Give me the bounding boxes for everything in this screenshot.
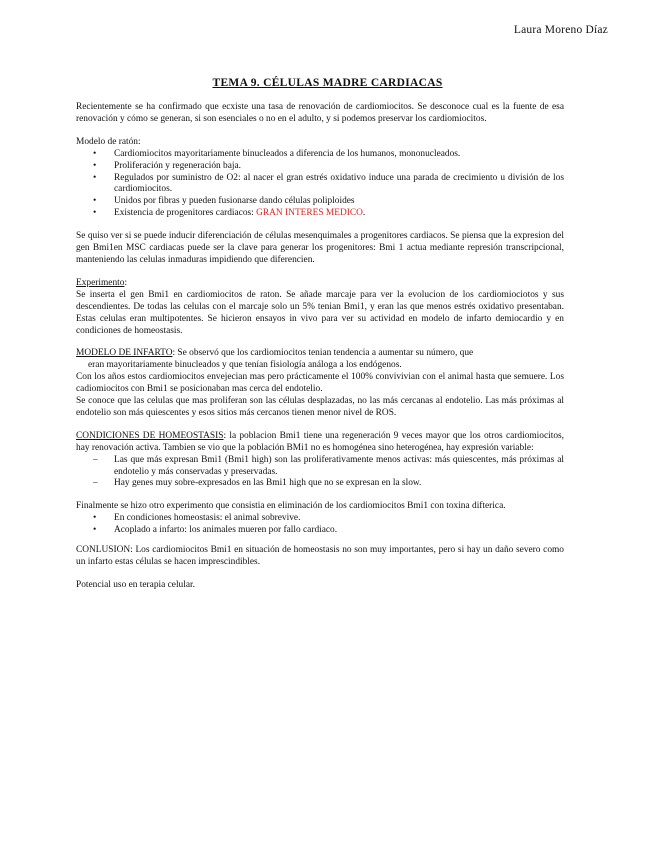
list-item: • Regulados por suministro de O2: al nacer el gran estrés oxidativo induce una parada de crecimiento u división de los cardiomiocitos.	[93, 172, 564, 195]
bullet-icon: •	[93, 525, 97, 536]
dash-icon: –	[93, 478, 98, 489]
homeostasis-paragraph: CONDICIONES DE HOMEOSTASIS: la poblacion Bmi1 tiene una regeneración 9 veces mayor que los otros cardiomiocitos, hay renovación activa. Tambien se vio que la población BMi1 no es homogénea sino heterogénea, hay expresión variable:	[76, 430, 565, 453]
conclusion-paragraph: CONLUSION: Los cardiomiocitos Bmi1 en situación de homeostasis no son muy importantes, pero si hay un daño severo como un infarto estas células se hacen imprescindibles.	[76, 545, 564, 567]
bullet-icon: •	[93, 513, 97, 524]
list-item: • Unidos por fibras y pueden fusionarse dando células poliploides	[93, 196, 355, 207]
modelo-infarto-heading: MODELO DE INFARTO	[76, 348, 173, 359]
list-item: – Las que más expresan Bmi1 (Bmi1 high) son las proliferativamente menos activas: más quiescentes, más próximas al endotelio y más conservadas y preservadas.	[93, 454, 564, 477]
bullet-icon: •	[93, 172, 97, 183]
homeostasis-list	[76, 455, 564, 491]
page-title: TEMA 9. CÉLULAS MADRE CARDIACAS	[212, 77, 443, 89]
bullet-icon: •	[93, 196, 97, 207]
toxina-paragraph: Finalmente se hizo otro experimento que consistia en eliminación de los cardiomiocitos Bmi1 con toxina difterica.	[76, 501, 506, 512]
list-item: – Hay genes muy sobre-expresados en las Bmi1 high que no se expresan en la slow.	[93, 478, 422, 489]
modelo-infarto-p2: Con los años estos cardiomiocitos envejecian mas pero prácticamente el 100% convivivian con el animal hasta que semuere. Los cadiomiocitos con Bmi1 se posicionaban mas cerca del endotelio.	[76, 372, 564, 395]
experimento-paragraph: Se inserta el gen Bmi1 en cardiomiocitos de raton. Se añade marcaje para ver la evolucion de los cardiomiociotos y sus descendientes. De todas las celulas con el marcaje solo un 5% tenian Bmi1, y eran las que menos estrés oxidativo presentaban. Estas celulas eran multipotentes. Se hicieron ensayos in vivo para ver su actividad en modelo de infarto demiocardio y en condiciones de homeostasis.	[76, 289, 564, 336]
highlight-text: GRAN INTERES MEDICO	[256, 208, 363, 219]
modelo-raton-heading: Modelo de ratón:	[76, 136, 141, 147]
modelo-raton-list	[76, 149, 564, 220]
toxina-list	[76, 513, 564, 537]
modelo-infarto-paragraph: MODELO DE INFARTO: Se observó que los cardiomiocitos tenian tendencia a aumentar su número, que	[76, 348, 474, 359]
list-item: • Acoplado a infarto: los animales mueren por fallo cardiaco.	[93, 525, 338, 536]
homeostasis-heading: CONDICIONES DE HOMEOSTASIS	[76, 430, 224, 441]
list-item: • En condiciones homeostasis: el animal sobrevive.	[93, 513, 301, 524]
document-body	[76, 102, 564, 592]
list-item: • Proliferación y regeneración baja.	[93, 160, 242, 171]
author-name: Laura Moreno Díaz	[513, 24, 608, 36]
bullet-icon: •	[93, 160, 97, 171]
list-item: • Cardiomiocitos mayoritariamente binucleados a diferencia de los humanos, mononucleados.	[93, 148, 461, 159]
bullet-icon: •	[93, 208, 97, 219]
dash-icon: –	[93, 454, 98, 465]
list-item: • Existencia de progenitores cardiacos: GRAN INTERES MEDICO.	[93, 208, 366, 219]
experimento-heading: Experimento:	[76, 277, 128, 288]
modelo-infarto-p3: Se conoce que las celulas que mas proliferan son las células desplazadas, no las más cercanas al endotelio. Las más próximas al endotelio son más quiescentes y esos sitios más cercanos tienen menor nivel de ROS.	[76, 396, 564, 418]
modelo-infarto-cont: eran mayoritariamente binucleados y que tenían fisiología análoga a los endógenos.	[88, 360, 402, 371]
potencial-paragraph: Potencial uso en terapia celular.	[76, 579, 195, 590]
bmi1-paragraph: Se quiso ver si se puede inducir diferenciación de células mesenquimales a progenitores cardiacos. Se piensa que la expresion del gen Bmi1en MSC cardiacas puede ser la clave para generar los progenitores: Bmi 1 actua mediante represión transcripcional, manteniendo las celulas inmaduras impidiendo que diferencien.	[76, 231, 564, 265]
intro-paragraph: Recientemente se ha confirmado que ecxiste una tasa de renovación de cardiomiocitos. Se desconoce cual es la fuente de esa renovación y cómo se generan, si son esenciales o no en el adulto, y si podemos preservar los cardiomiocitos.	[76, 102, 564, 124]
bullet-icon: •	[93, 148, 97, 159]
